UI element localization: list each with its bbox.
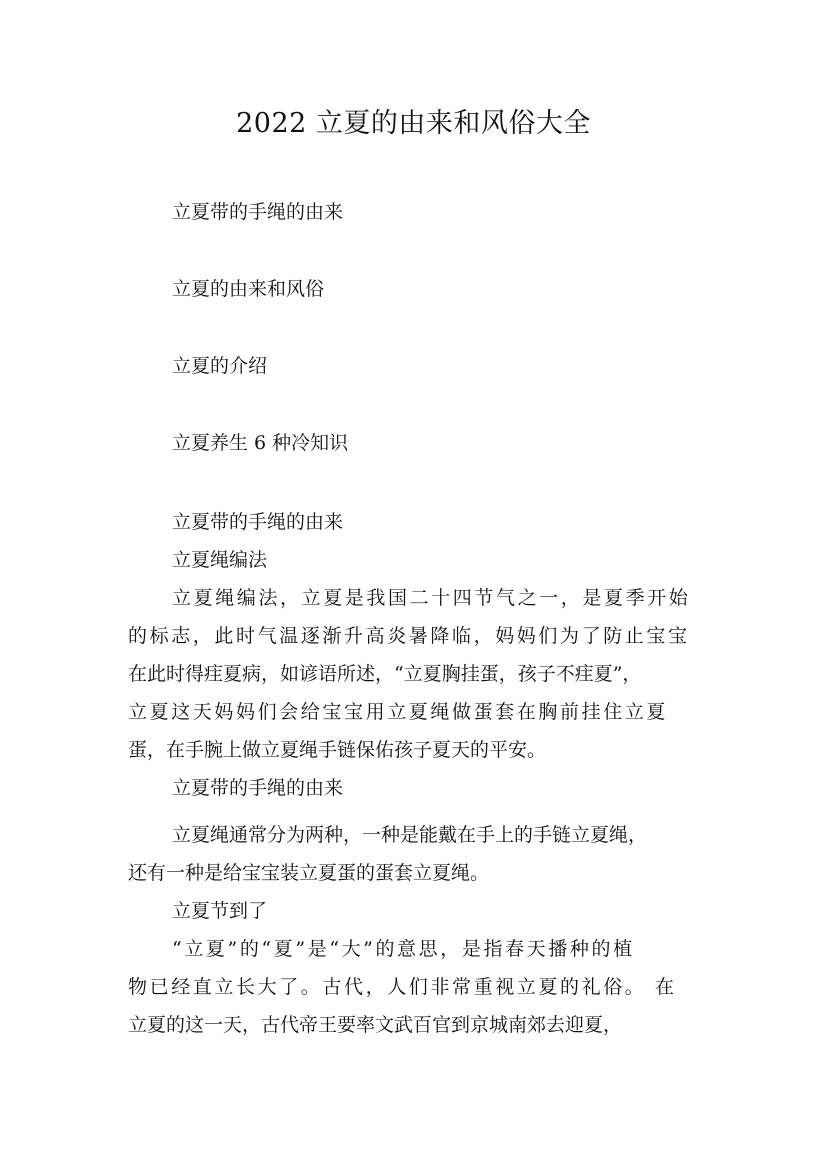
paragraph-line: 立夏这天妈妈们会给宝宝用立夏绳做蛋套在胸前挂住立夏 — [128, 701, 669, 723]
section-heading: 立夏绳编法 — [172, 549, 268, 571]
paragraph-line: 立夏绳编法，立夏是我国二十四节气之一，是夏季开始 — [172, 587, 691, 609]
paragraph-line: 物已经直立长大了。古代，人们非常重视立夏的礼俗。 在 — [128, 976, 677, 998]
paragraph-line: 在此时得疰夏病，如谚语所述，“立夏胸挂蛋，孩子不疰夏”， — [128, 663, 642, 685]
paragraph-line: “立夏”的“夏”是“大”的意思，是指春天播种的植 — [172, 938, 635, 960]
toc-item: 立夏养生 6 种冷知识 — [172, 432, 349, 454]
section-heading: 立夏带的手绳的由来 — [172, 777, 344, 799]
paragraph-line: 蛋，在手腕上做立夏绳手链保佑孩子夏天的平安。 — [128, 739, 547, 761]
paragraph-line: 立夏绳通常分为两种，一种是能戴在手上的手链立夏绳， — [172, 824, 648, 846]
document-title: 2022 立夏的由来和风俗大全 — [236, 108, 591, 139]
paragraph-line: 的标志，此时气温逐渐升高炎暑降临，妈妈们为了防止宝宝 — [128, 625, 690, 647]
toc-item: 立夏的由来和风俗 — [172, 278, 325, 300]
paragraph-line: 还有一种是给宝宝装立夏蛋的蛋套立夏绳。 — [128, 862, 490, 884]
toc-item: 立夏带的手绳的由来 — [172, 201, 344, 223]
paragraph-line: 立夏的这一天，古代帝王要率文武百官到京城南郊去迎夏， — [128, 1014, 623, 1036]
toc-item: 立夏的介绍 — [172, 355, 268, 377]
section-heading: 立夏带的手绳的由来 — [172, 511, 344, 533]
section-heading: 立夏节到了 — [172, 900, 268, 922]
